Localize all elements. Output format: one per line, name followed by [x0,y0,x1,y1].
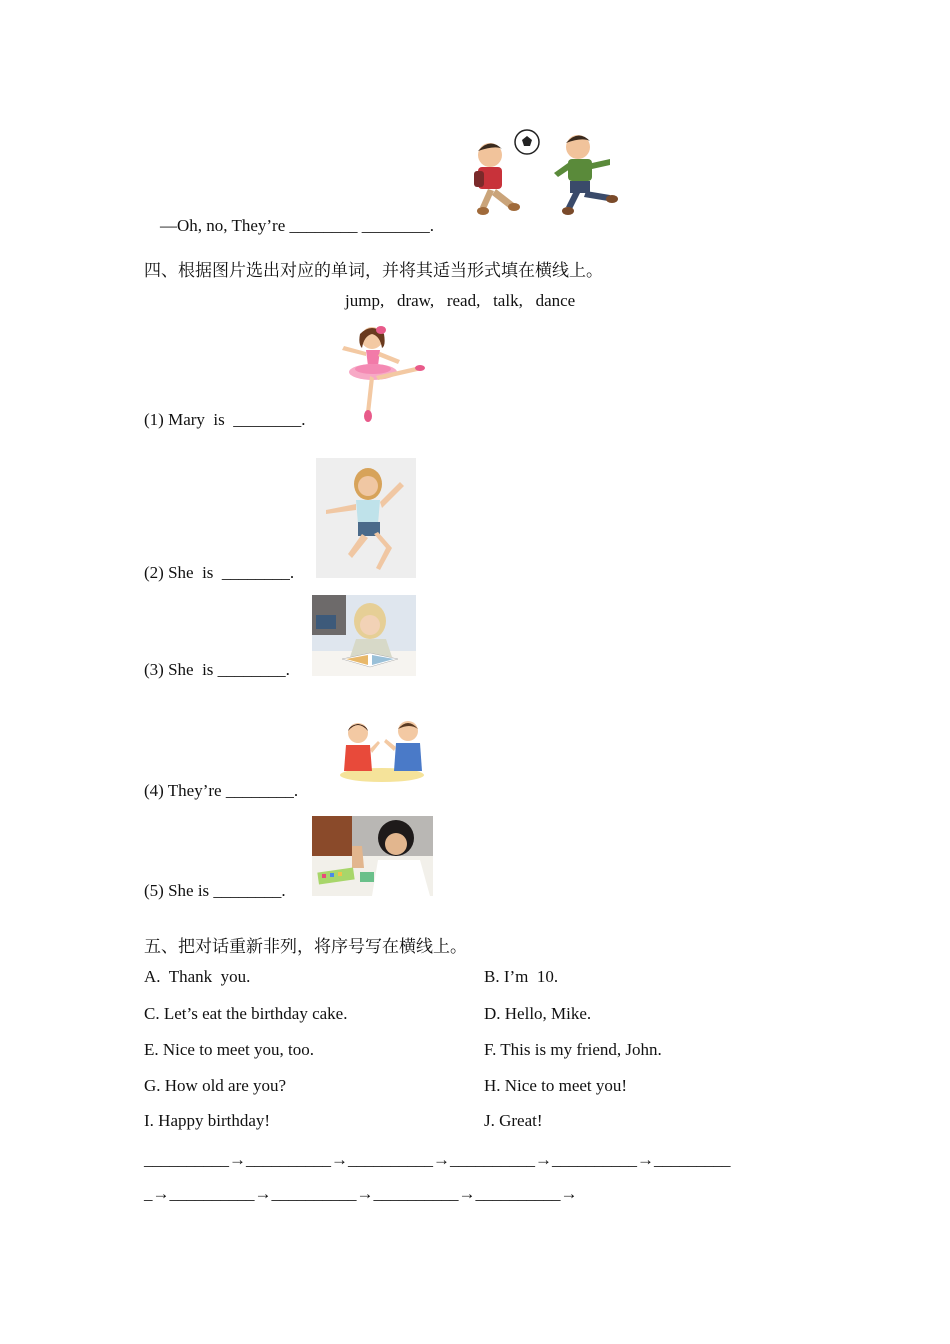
option-A: A. Thank you. [144,967,251,986]
option-J: J. Great! [484,1111,543,1130]
ballet-dancer-picture [330,322,425,425]
option-H: H. Nice to meet you! [484,1076,628,1095]
item-5-text: (5) She is ________. [144,881,286,900]
item-2-text: (2) She is ________. [144,563,295,582]
section5-heading: 五、把对话重新非列，将序号写在横线上。 [144,937,467,956]
reading-girl-photo [312,595,416,676]
word-bank: jump, draw, read, talk, dance [345,291,576,310]
option-D: D. Hello, Mike. [484,1004,592,1023]
jumping-girl-photo [316,458,416,578]
talking-kids-picture [338,715,430,785]
answer-line-2: _→__________→__________→__________→__________→ [144,1184,578,1203]
option-C: C. Let’s eat the birthday cake. [144,1004,348,1023]
option-F: F. This is my friend, John. [484,1040,662,1059]
drawing-girl-photo [312,816,433,896]
section4-heading: 四、根据图片选出对应的单词，并将其适当形式填在横线上。 [144,261,603,280]
answer-line-1: __________→__________→__________→__________→__________→_________ [144,1150,731,1169]
option-I: I. Happy birthday! [144,1111,271,1130]
item-3-text: (3) She is ________. [144,660,290,679]
section3-dialog-line: —Oh, no, They’re ________ ________. [160,216,435,235]
soccer-boys-picture [470,125,635,220]
option-B: B. I’m 10. [484,967,559,986]
option-E: E. Nice to meet you, too. [144,1040,314,1059]
item-1-text: (1) Mary is ________. [144,410,306,429]
item-4-text: (4) They’re ________. [144,781,299,800]
option-G: G. How old are you? [144,1076,287,1095]
